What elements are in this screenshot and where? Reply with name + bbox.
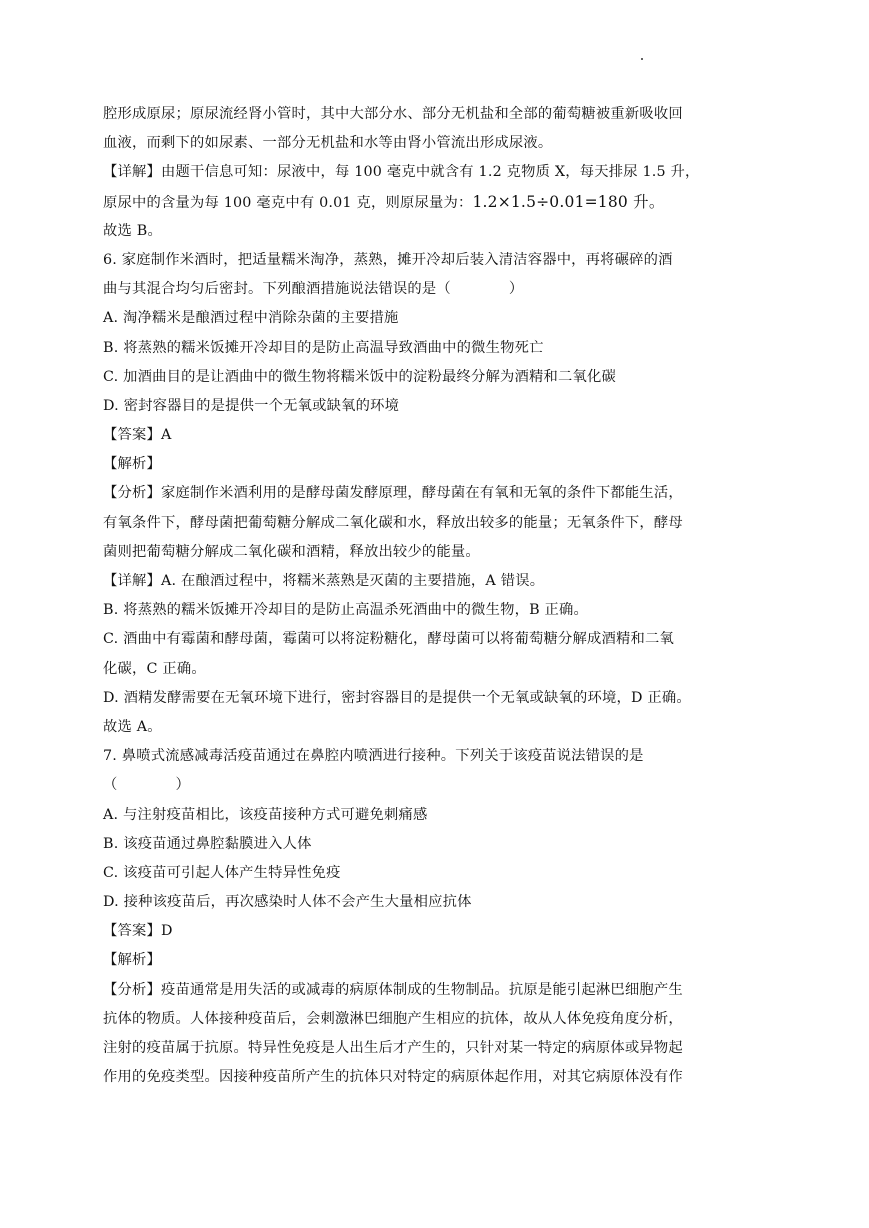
question-7-stem: 7. 鼻喷式流感减毒活疫苗通过在鼻腔内喷洒进行接种。下列关于该疫苗说法错误的是: [103, 748, 644, 765]
text-line: 作用的免疫类型。因接种疫苗所产生的抗体只对特定的病原体起作用，对其它病原体没有作: [103, 1069, 683, 1086]
text-line: 有氧条件下，酵母菌把葡萄糖分解成二氧化碳和水，释放出较多的能量；无氧条件下，酵母: [103, 514, 683, 531]
question-6-option-a: A. 淘净糯米是酿酒过程中消除杂菌的主要措施: [103, 310, 399, 327]
header-mark: [641, 58, 643, 60]
question-6-stem: 曲与其混合均匀后密封。下列酿酒措施说法错误的是（ ）: [103, 281, 524, 298]
text-line: 血液，而剩下的如尿素、一部分无机盐和水等由肾小管流出形成尿液。: [103, 135, 553, 152]
text-line: 故选 B。: [103, 222, 162, 239]
text-line: 腔形成原尿；原尿流经肾小管时，其中大部分水、部分无机盐和全部的葡萄糖被重新吸收回: [103, 106, 683, 122]
text-line: D. 酒精发酵需要在无氧环境下进行，密封容器目的是提供一个无氧或缺氧的环境，D 正确。: [103, 689, 691, 706]
text-line: 【分析】家庭制作米酒利用的是酵母菌发酵原理，酵母菌在有氧和无氧的条件下都能生活，: [103, 485, 683, 502]
text-line: 故选 A。: [103, 718, 162, 735]
analysis-label: 【解析】: [103, 952, 161, 969]
question-6-stem: 6. 家庭制作米酒时，把适量糯米淘净，蒸熟，摊开冷却后装入清洁容器中，再将碾碎的酒: [103, 251, 673, 268]
question-6-option-c: C. 加酒曲目的是让酒曲中的微生物将糯米饭中的淀粉最终分解为酒精和二氧化碳: [103, 368, 617, 385]
question-7-option-c: C. 该疫苗可引起人体产生特异性免疫: [103, 864, 341, 881]
urine-volume-formula: 1.2×1.5÷0.01=180 升。: [472, 192, 665, 211]
text-line: 注射的疫苗属于抗原。特异性免疫是人出生后才产生的，只针对某一特定的病原体或异物起: [103, 1040, 683, 1056]
formula-lead-text: 原尿中的含量为每 100 毫克中有 0.01 克，则原尿量为：: [103, 194, 473, 211]
text-line: 抗体的物质。人体接种疫苗后，会刺激淋巴细胞产生相应的抗体，故从人体免疫角度分析，: [103, 1010, 683, 1027]
question-7-option-d: D. 接种该疫苗后，再次感染时人体不会产生大量相应抗体: [103, 894, 472, 911]
text-line-with-formula: [103, 188, 743, 217]
text-line: 【详解】由题干信息可知：尿液中，每 100 毫克中就含有 1.2 克物质 X，每天排尿 1.5 升，: [103, 164, 700, 181]
text-line: 【分析】疫苗通常是用失活的或减毒的病原体制成的生物制品。抗原是能引起淋巴细胞产生: [103, 981, 683, 998]
question-7-stem: （ ）: [103, 777, 190, 794]
text-line: 【详解】A. 在酿酒过程中，将糯米蒸熟是灭菌的主要措施，A 错误。: [103, 573, 545, 589]
answer-label: 【答案】A: [103, 427, 172, 444]
question-6-option-d: D. 密封容器目的是提供一个无氧或缺氧的环境: [103, 397, 400, 414]
text-line: 菌则把葡萄糖分解成二氧化碳和酒精，释放出较少的能量。: [103, 543, 480, 560]
answer-label: 【答案】D: [103, 923, 173, 940]
document-body: [103, 100, 743, 1092]
analysis-label: 【解析】: [103, 456, 161, 473]
text-line: C. 酒曲中有霉菌和酵母菌，霉菌可以将淀粉糖化，酵母菌可以将葡萄糖分解成酒精和二氧: [103, 631, 674, 648]
text-line: B. 将蒸熟的糯米饭摊开冷却目的是防止高温杀死酒曲中的微生物，B 正确。: [103, 602, 589, 619]
question-6-option-b: B. 将蒸熟的糯米饭摊开冷却目的是防止高温导致酒曲中的微生物死亡: [103, 339, 544, 356]
text-line: 化碳，C 正确。: [103, 660, 206, 677]
question-7-option-b: B. 该疫苗通过鼻腔黏膜进入人体: [103, 835, 312, 852]
question-7-option-a: A. 与注射疫苗相比，该疫苗接种方式可避免刺痛感: [103, 806, 428, 823]
